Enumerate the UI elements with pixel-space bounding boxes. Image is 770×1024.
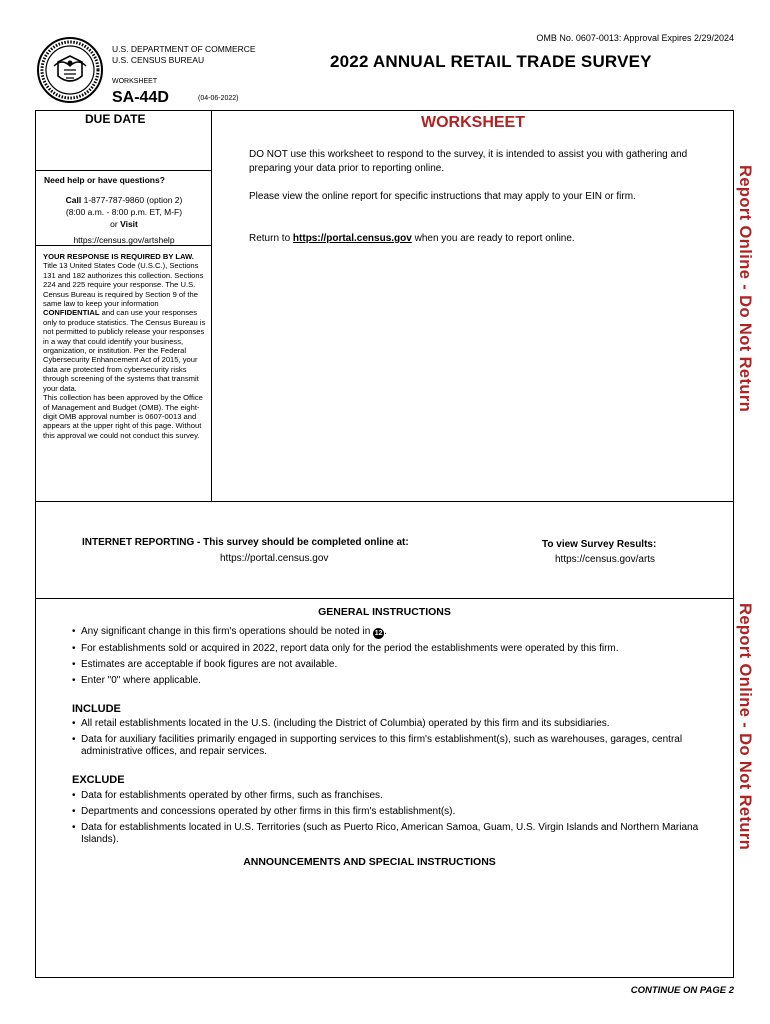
list-item xyxy=(72,626,700,639)
list-item: • Estimates are acceptable if book figures are not available. xyxy=(72,659,700,671)
exclude-list xyxy=(72,790,700,850)
list-item: • Enter "0" where applicable. xyxy=(72,675,700,687)
law-confidential: CONFIDENTIAL xyxy=(43,308,100,318)
form-date: (04-06-2022) xyxy=(198,95,239,102)
census-seal-logo xyxy=(36,36,104,104)
worksheet-small-label: WORKSHEET xyxy=(112,78,158,85)
agency-line-2: U.S. CENSUS BUREAU xyxy=(112,55,205,65)
side-banner-bottom: Report Online - Do Not Return xyxy=(736,603,754,851)
legal-notice xyxy=(43,252,209,440)
item1-text: Any significant change in this firm's operations should be noted in xyxy=(81,626,371,637)
or-label: or xyxy=(110,219,118,229)
due-date-divider xyxy=(35,170,212,171)
law-required: YOUR RESPONSE IS REQUIRED BY LAW. xyxy=(43,252,194,261)
form-id: SA-44D xyxy=(112,89,169,106)
include-title: INCLUDE xyxy=(72,703,121,715)
page-title: 2022 ANNUAL RETAIL TRADE SURVEY xyxy=(330,52,652,71)
para3-pre: Return to xyxy=(249,233,291,244)
survey-results-url[interactable]: https://census.gov/arts xyxy=(555,554,656,565)
law-text-3: This collection has been approved by the Office of Management and Budget (OMB). The eight-digit OMB approval number is 0607-0013 and appears at the upper right of this page. Without this approval we could not conduct this survey. xyxy=(43,393,203,440)
agency-line-1: U.S. DEPARTMENT OF COMMERCE xyxy=(112,44,256,54)
law-text-1: Title 13 United States Code (U.S.C.), Sections 131 and 182 authorizes this collection. Sections 224 and 225 require your response. The U.S. Census Bureau is required by Section 9 of the same law to keep your information xyxy=(43,261,204,309)
worksheet-title: WORKSHEET xyxy=(421,114,525,131)
list-item: • Data for auxiliary facilities primarily engaged in supporting services to this firm's establishment(s), such as warehouses, garages, central administrative offices, and repair services. xyxy=(72,734,700,758)
call-label: Call xyxy=(65,195,82,205)
due-date-label: DUE DATE xyxy=(85,112,146,126)
internet-reporting-url[interactable]: https://portal.census.gov xyxy=(220,553,329,564)
exclude-title: EXCLUDE xyxy=(72,774,125,786)
list-item: • Data for establishments operated by other firms, such as franchises. xyxy=(72,790,700,802)
include-list xyxy=(72,718,700,762)
list-item: • Departments and concessions operated by other firms in this firm's establishment(s). xyxy=(72,806,700,818)
omb-number: OMB No. 0607-0013: Approval Expires 2/29/2024 xyxy=(536,33,734,43)
worksheet-para-3 xyxy=(249,232,689,246)
list-item: • All retail establishments located in the U.S. (including the District of Columbia) operated by this firm and its subsidiaries. xyxy=(72,718,700,730)
help-hours: (8:00 a.m. - 8:00 p.m. ET, M-F) xyxy=(65,207,183,217)
item-reference-badge: 12 xyxy=(374,630,383,637)
worksheet-para-1: DO NOT use this worksheet to respond to the survey, it is intended to assist you with gathering and preparing your data prior to reporting online. xyxy=(249,149,688,174)
list-item: • For establishments sold or acquired in 2022, report data only for the period the establishments were operated by this firm. xyxy=(72,643,700,655)
section-divider-1 xyxy=(35,501,734,502)
continue-note: CONTINUE ON PAGE 2 xyxy=(630,985,734,996)
list-item: • Data for establishments located in U.S. Territories (such as Puerto Rico, American Samoa, Guam, U.S. Virgin Islands and Northern Mariana Islands). xyxy=(72,822,700,846)
help-divider xyxy=(35,245,212,246)
internet-reporting-title: INTERNET REPORTING - This survey should be completed online at: xyxy=(82,537,409,548)
portal-link[interactable]: https://portal.census.gov xyxy=(292,233,412,244)
general-list xyxy=(72,626,700,691)
help-contact xyxy=(38,194,210,230)
worksheet-para-2: Please view the online report for specific instructions that may apply to your EIN or firm. xyxy=(249,191,636,202)
section-divider-2 xyxy=(35,598,734,599)
phone-number: 1-877-787-9860 (option 2) xyxy=(83,195,183,205)
announcements-title: ANNOUNCEMENTS AND SPECIAL INSTRUCTIONS xyxy=(243,856,496,868)
para3-post: when you are ready to report online. xyxy=(414,233,575,244)
help-title: Need help or have questions? xyxy=(44,175,165,185)
help-url[interactable]: https://census.gov/artshelp xyxy=(73,235,175,245)
visit-label: Visit xyxy=(120,219,138,229)
law-text-2: and can use your responses only to produce statistics. The Census Bureau is not permitted to publicly release your responses in a way that could identify your business, organization, or institution. Per the Federal Cybersecurity Enhancement Act of 2015, your data are protected from cybersecurity risks through screening of the systems that transmit your data. xyxy=(43,308,206,393)
general-instructions-title: GENERAL INSTRUCTIONS xyxy=(318,606,451,618)
survey-results-title: To view Survey Results: xyxy=(542,539,657,550)
side-banner-top: Report Online - Do Not Return xyxy=(736,165,754,413)
item1-end: . xyxy=(384,626,387,637)
